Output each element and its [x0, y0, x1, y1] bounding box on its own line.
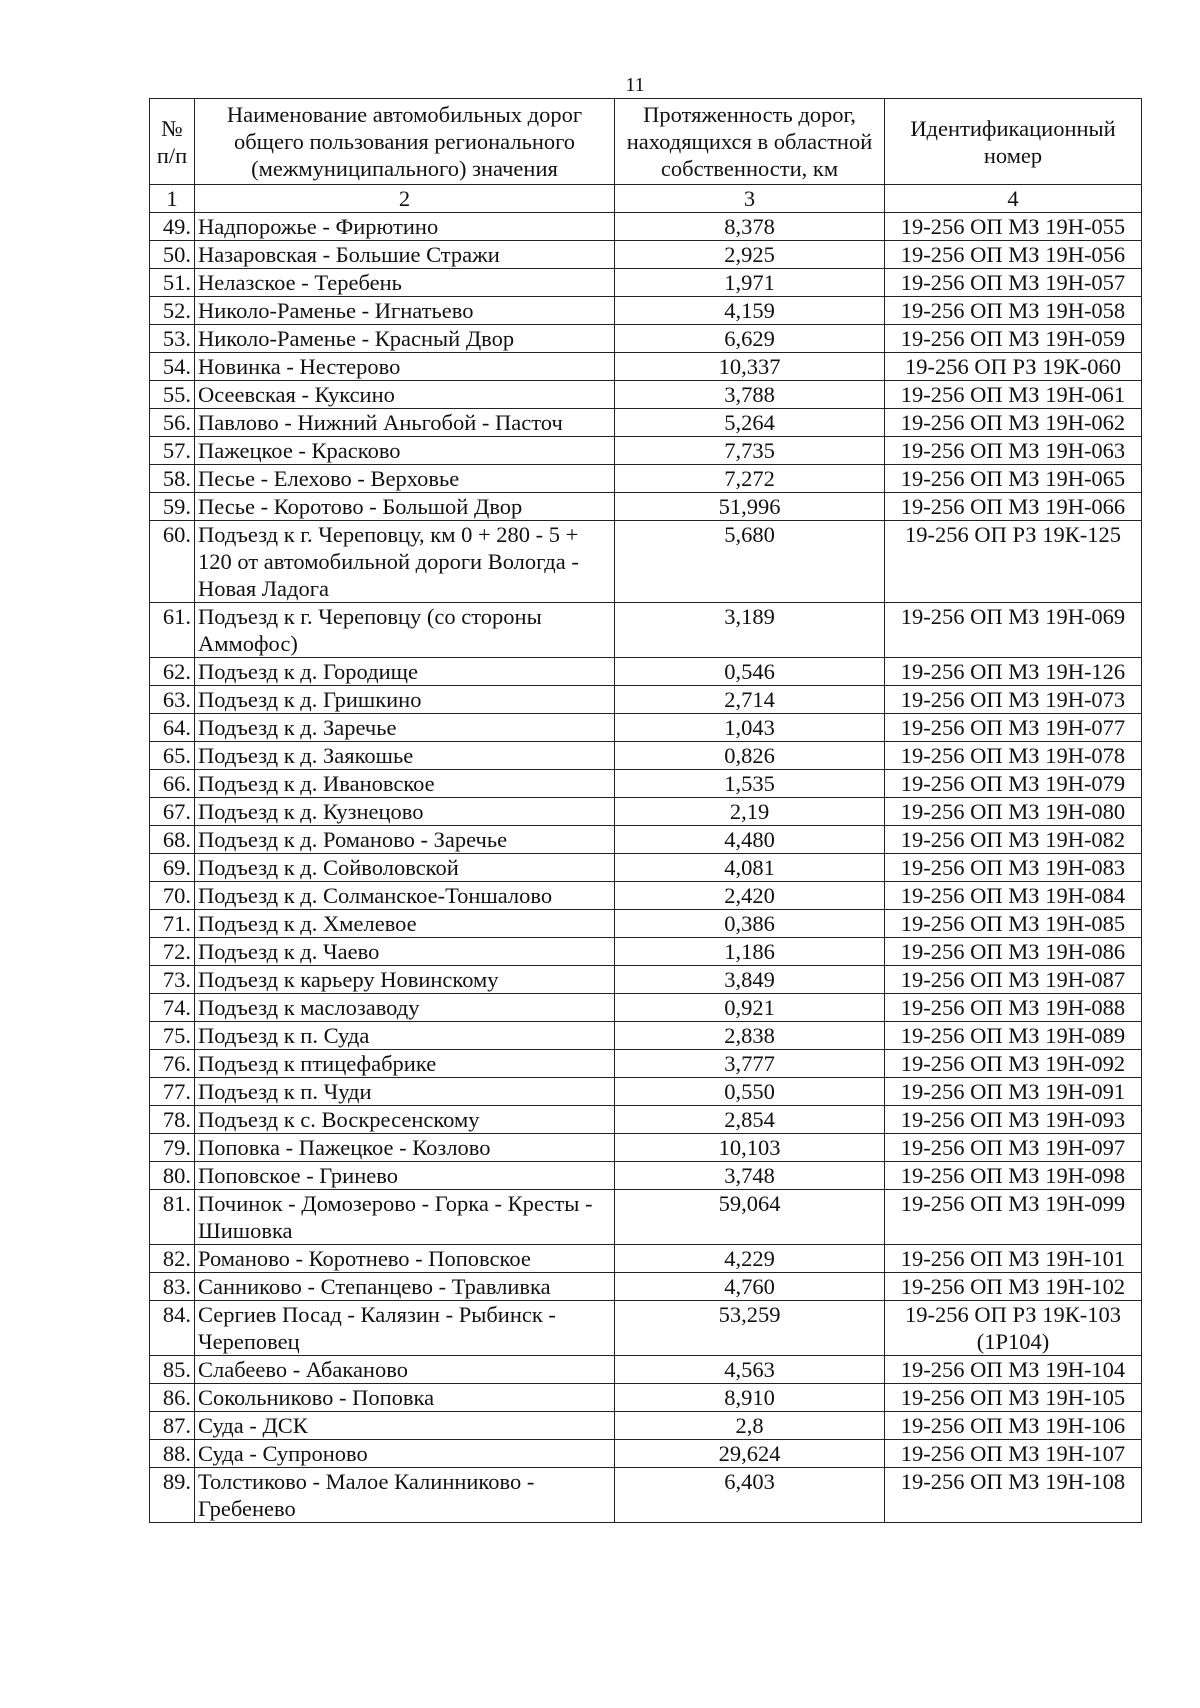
row-number: 88.	[150, 1440, 195, 1468]
row-number: 66.	[150, 770, 195, 798]
table-row	[150, 1022, 1142, 1050]
road-name: Подъезд к д. Кузнецово	[195, 798, 615, 826]
table-row	[150, 1412, 1142, 1440]
row-number: 68.	[150, 826, 195, 854]
table-row	[150, 1356, 1142, 1384]
road-name: Подъезд к д. Гришкино	[195, 686, 615, 714]
road-name: Подъезд к п. Суда	[195, 1022, 615, 1050]
road-length: 2,19	[615, 798, 885, 826]
road-id-number: 19-256 ОП МЗ 19Н-079	[885, 770, 1142, 798]
table-row	[150, 1134, 1142, 1162]
road-id-number: 19-256 ОП МЗ 19Н-057	[885, 269, 1142, 297]
road-id-number: 19-256 ОП МЗ 19Н-056	[885, 241, 1142, 269]
row-number: 79.	[150, 1134, 195, 1162]
table-row	[150, 826, 1142, 854]
table-header-row	[150, 99, 1142, 185]
table-row	[150, 1301, 1142, 1356]
table-row	[150, 686, 1142, 714]
row-number: 61.	[150, 603, 195, 658]
road-id-number: 19-256 ОП МЗ 19Н-088	[885, 994, 1142, 1022]
road-length: 2,854	[615, 1106, 885, 1134]
road-id-number: 19-256 ОП МЗ 19Н-093	[885, 1106, 1142, 1134]
road-id-number: 19-256 ОП МЗ 19Н-101	[885, 1245, 1142, 1273]
road-id-number: 19-256 ОП МЗ 19Н-069	[885, 603, 1142, 658]
road-length: 0,546	[615, 658, 885, 686]
road-id-number: 19-256 ОП МЗ 19Н-085	[885, 910, 1142, 938]
column-number: 2	[195, 185, 615, 213]
road-length: 7,735	[615, 437, 885, 465]
road-length: 3,189	[615, 603, 885, 658]
road-length: 8,378	[615, 213, 885, 241]
page-number: 11	[625, 74, 645, 96]
road-length: 5,680	[615, 521, 885, 603]
road-id-number: 19-256 ОП МЗ 19Н-066	[885, 493, 1142, 521]
row-number: 86.	[150, 1384, 195, 1412]
road-id-number: 19-256 ОП МЗ 19Н-080	[885, 798, 1142, 826]
table-row	[150, 1468, 1142, 1523]
road-id-number: 19-256 ОП МЗ 19Н-058	[885, 297, 1142, 325]
row-number: 63.	[150, 686, 195, 714]
road-name: Подъезд к птицефабрике	[195, 1050, 615, 1078]
table-row	[150, 1106, 1142, 1134]
road-id-number: 19-256 ОП МЗ 19Н-084	[885, 882, 1142, 910]
road-name: Подъезд к д. Заякошье	[195, 742, 615, 770]
road-length: 2,925	[615, 241, 885, 269]
table-row	[150, 658, 1142, 686]
row-number: 49.	[150, 213, 195, 241]
row-number: 53.	[150, 325, 195, 353]
column-number: 1	[150, 185, 195, 213]
road-name: Песье - Коротово - Большой Двор	[195, 493, 615, 521]
table-body	[150, 213, 1142, 1523]
row-number: 65.	[150, 742, 195, 770]
road-name: Сергиев Посад - Калязин - Рыбинск - Череповец	[195, 1301, 615, 1356]
row-number: 81.	[150, 1190, 195, 1245]
road-length: 1,186	[615, 938, 885, 966]
row-number: 58.	[150, 465, 195, 493]
road-length: 10,103	[615, 1134, 885, 1162]
road-id-number: 19-256 ОП МЗ 19Н-083	[885, 854, 1142, 882]
table-row	[150, 1078, 1142, 1106]
row-number: 73.	[150, 966, 195, 994]
table-row	[150, 325, 1142, 353]
table-row	[150, 966, 1142, 994]
road-length: 2,8	[615, 1412, 885, 1440]
table-row	[150, 297, 1142, 325]
row-number: 82.	[150, 1245, 195, 1273]
road-length: 29,624	[615, 1440, 885, 1468]
table-row	[150, 1384, 1142, 1412]
road-length: 1,043	[615, 714, 885, 742]
road-length: 0,386	[615, 910, 885, 938]
road-name: Подъезд к д. Романово - Заречье	[195, 826, 615, 854]
road-id-number: 19-256 ОП РЗ 19К-103 (1Р104)	[885, 1301, 1142, 1356]
row-number: 84.	[150, 1301, 195, 1356]
road-id-number: 19-256 ОП МЗ 19Н-055	[885, 213, 1142, 241]
road-id-number: 19-256 ОП МЗ 19Н-091	[885, 1078, 1142, 1106]
road-length: 10,337	[615, 353, 885, 381]
road-length: 59,064	[615, 1190, 885, 1245]
road-name: Поповское - Гринево	[195, 1162, 615, 1190]
road-id-number: 19-256 ОП МЗ 19Н-078	[885, 742, 1142, 770]
road-id-number: 19-256 ОП МЗ 19Н-061	[885, 381, 1142, 409]
road-name: Санниково - Степанцево - Травливка	[195, 1273, 615, 1301]
road-name: Толстиково - Малое Калинниково - Гребенево	[195, 1468, 615, 1523]
row-number: 89.	[150, 1468, 195, 1523]
road-id-number: 19-256 ОП РЗ 19К-125	[885, 521, 1142, 603]
roads-table	[149, 98, 1142, 1523]
table-row	[150, 521, 1142, 603]
header-road-name: Наименование автомобильных дорог общего пользования регионального (межмуниципального) значения	[195, 99, 615, 185]
road-id-number: 19-256 ОП МЗ 19Н-105	[885, 1384, 1142, 1412]
row-number: 85.	[150, 1356, 195, 1384]
road-name: Николо-Раменье - Красный Двор	[195, 325, 615, 353]
road-length: 51,996	[615, 493, 885, 521]
header-number-pp: п/п	[156, 142, 188, 168]
table-row	[150, 770, 1142, 798]
row-number: 67.	[150, 798, 195, 826]
row-number: 75.	[150, 1022, 195, 1050]
road-id-number: 19-256 ОП МЗ 19Н-087	[885, 966, 1142, 994]
row-number: 71.	[150, 910, 195, 938]
road-name: Слабеево - Абаканово	[195, 1356, 615, 1384]
road-name: Подъезд к с. Воскресенскому	[195, 1106, 615, 1134]
row-number: 56.	[150, 409, 195, 437]
row-number: 50.	[150, 241, 195, 269]
row-number: 52.	[150, 297, 195, 325]
row-number: 72.	[150, 938, 195, 966]
header-number-sign: №	[161, 115, 183, 141]
road-length: 2,838	[615, 1022, 885, 1050]
road-length: 3,788	[615, 381, 885, 409]
table-row	[150, 854, 1142, 882]
road-length: 4,760	[615, 1273, 885, 1301]
road-name: Подъезд к д. Хмелевое	[195, 910, 615, 938]
road-length: 3,777	[615, 1050, 885, 1078]
column-numbers-row	[150, 185, 1142, 213]
road-length: 53,259	[615, 1301, 885, 1356]
road-name: Поповка - Пажецкое - Козлово	[195, 1134, 615, 1162]
row-number: 51.	[150, 269, 195, 297]
row-number: 69.	[150, 854, 195, 882]
road-name: Подъезд к д. Заречье	[195, 714, 615, 742]
header-number	[150, 99, 195, 185]
road-length: 6,629	[615, 325, 885, 353]
column-number: 3	[615, 185, 885, 213]
road-id-number: 19-256 ОП МЗ 19Н-082	[885, 826, 1142, 854]
road-id-number: 19-256 ОП МЗ 19Н-086	[885, 938, 1142, 966]
road-id-number: 19-256 ОП МЗ 19Н-126	[885, 658, 1142, 686]
road-length: 4,563	[615, 1356, 885, 1384]
road-name: Сокольниково - Поповка	[195, 1384, 615, 1412]
road-name: Подъезд к г. Череповцу, км 0 + 280 - 5 + 120 от автомобильной дороги Вологда - Новая Ладога	[195, 521, 615, 603]
table-row	[150, 269, 1142, 297]
row-number: 64.	[150, 714, 195, 742]
road-id-number: 19-256 ОП МЗ 19Н-059	[885, 325, 1142, 353]
row-number: 55.	[150, 381, 195, 409]
table-row	[150, 1050, 1142, 1078]
road-id-number: 19-256 ОП МЗ 19Н-107	[885, 1440, 1142, 1468]
table-row	[150, 882, 1142, 910]
road-name: Подъезд к карьеру Новинскому	[195, 966, 615, 994]
road-name: Подъезд к маслозаводу	[195, 994, 615, 1022]
table-row	[150, 1273, 1142, 1301]
table-row	[150, 409, 1142, 437]
table-row	[150, 213, 1142, 241]
table-row	[150, 1190, 1142, 1245]
road-length: 0,550	[615, 1078, 885, 1106]
road-name: Подъезд к д. Ивановское	[195, 770, 615, 798]
road-name: Павлово - Нижний Аньгобой - Пасточ	[195, 409, 615, 437]
row-number: 87.	[150, 1412, 195, 1440]
road-name: Назаровская - Большие Стражи	[195, 241, 615, 269]
table-row	[150, 493, 1142, 521]
road-length: 0,826	[615, 742, 885, 770]
road-name: Надпорожье - Фирютино	[195, 213, 615, 241]
table-row	[150, 241, 1142, 269]
road-id-number: 19-256 ОП МЗ 19Н-099	[885, 1190, 1142, 1245]
row-number: 78.	[150, 1106, 195, 1134]
road-name: Подъезд к д. Городище	[195, 658, 615, 686]
road-id-number: 19-256 ОП МЗ 19Н-077	[885, 714, 1142, 742]
row-number: 54.	[150, 353, 195, 381]
table-row	[150, 465, 1142, 493]
road-name: Новинка - Нестерово	[195, 353, 615, 381]
row-number: 59.	[150, 493, 195, 521]
table-row	[150, 742, 1142, 770]
row-number: 70.	[150, 882, 195, 910]
road-id-number: 19-256 ОП МЗ 19Н-097	[885, 1134, 1142, 1162]
row-number: 77.	[150, 1078, 195, 1106]
road-length: 1,535	[615, 770, 885, 798]
road-id-number: 19-256 ОП МЗ 19Н-098	[885, 1162, 1142, 1190]
road-name: Подъезд к п. Чуди	[195, 1078, 615, 1106]
table-row	[150, 938, 1142, 966]
table-row	[150, 1440, 1142, 1468]
road-id-number: 19-256 ОП МЗ 19Н-062	[885, 409, 1142, 437]
row-number: 76.	[150, 1050, 195, 1078]
road-name: Романово - Коротнево - Поповское	[195, 1245, 615, 1273]
road-length: 4,159	[615, 297, 885, 325]
table-row	[150, 381, 1142, 409]
row-number: 60.	[150, 521, 195, 603]
road-name: Николо-Раменье - Игнатьево	[195, 297, 615, 325]
road-id-number: 19-256 ОП МЗ 19Н-063	[885, 437, 1142, 465]
column-number: 4	[885, 185, 1142, 213]
road-name: Осеевская - Куксино	[195, 381, 615, 409]
road-length: 1,971	[615, 269, 885, 297]
road-id-number: 19-256 ОП МЗ 19Н-102	[885, 1273, 1142, 1301]
road-name: Нелазское - Теребень	[195, 269, 615, 297]
table-row	[150, 603, 1142, 658]
table-row	[150, 798, 1142, 826]
row-number: 83.	[150, 1273, 195, 1301]
road-length: 7,272	[615, 465, 885, 493]
road-name: Суда - ДСК	[195, 1412, 615, 1440]
road-name: Песье - Елехово - Верховье	[195, 465, 615, 493]
road-name: Подъезд к д. Чаево	[195, 938, 615, 966]
road-id-number: 19-256 ОП МЗ 19Н-073	[885, 686, 1142, 714]
header-length: Протяженность дорог, находящихся в областной собственности, км	[615, 99, 885, 185]
road-length: 2,420	[615, 882, 885, 910]
road-length: 5,264	[615, 409, 885, 437]
road-length: 8,910	[615, 1384, 885, 1412]
road-length: 3,849	[615, 966, 885, 994]
road-name: Подъезд к г. Череповцу (со стороны Аммофос)	[195, 603, 615, 658]
road-name: Починок - Домозерово - Горка - Кресты - Шишовка	[195, 1190, 615, 1245]
table-row	[150, 353, 1142, 381]
table-row	[150, 994, 1142, 1022]
table-row	[150, 1245, 1142, 1273]
row-number: 57.	[150, 437, 195, 465]
road-length: 0,921	[615, 994, 885, 1022]
road-id-number: 19-256 ОП МЗ 19Н-092	[885, 1050, 1142, 1078]
road-id-number: 19-256 ОП МЗ 19Н-065	[885, 465, 1142, 493]
road-name: Подъезд к д. Сойволовской	[195, 854, 615, 882]
road-id-number: 19-256 ОП МЗ 19Н-108	[885, 1468, 1142, 1523]
row-number: 62.	[150, 658, 195, 686]
road-id-number: 19-256 ОП МЗ 19Н-104	[885, 1356, 1142, 1384]
road-name: Пажецкое - Красково	[195, 437, 615, 465]
road-length: 6,403	[615, 1468, 885, 1523]
header-id-number: Идентификационный номер	[885, 99, 1142, 185]
road-id-number: 19-256 ОП МЗ 19Н-089	[885, 1022, 1142, 1050]
road-length: 4,229	[615, 1245, 885, 1273]
road-length: 4,480	[615, 826, 885, 854]
road-name: Суда - Супроново	[195, 1440, 615, 1468]
table-row	[150, 437, 1142, 465]
road-id-number: 19-256 ОП РЗ 19К-060	[885, 353, 1142, 381]
road-length: 3,748	[615, 1162, 885, 1190]
table-row	[150, 910, 1142, 938]
road-id-number: 19-256 ОП МЗ 19Н-106	[885, 1412, 1142, 1440]
table-row	[150, 1162, 1142, 1190]
table-row	[150, 714, 1142, 742]
road-name: Подъезд к д. Солманское-Тоншалово	[195, 882, 615, 910]
road-length: 2,714	[615, 686, 885, 714]
row-number: 74.	[150, 994, 195, 1022]
row-number: 80.	[150, 1162, 195, 1190]
road-length: 4,081	[615, 854, 885, 882]
